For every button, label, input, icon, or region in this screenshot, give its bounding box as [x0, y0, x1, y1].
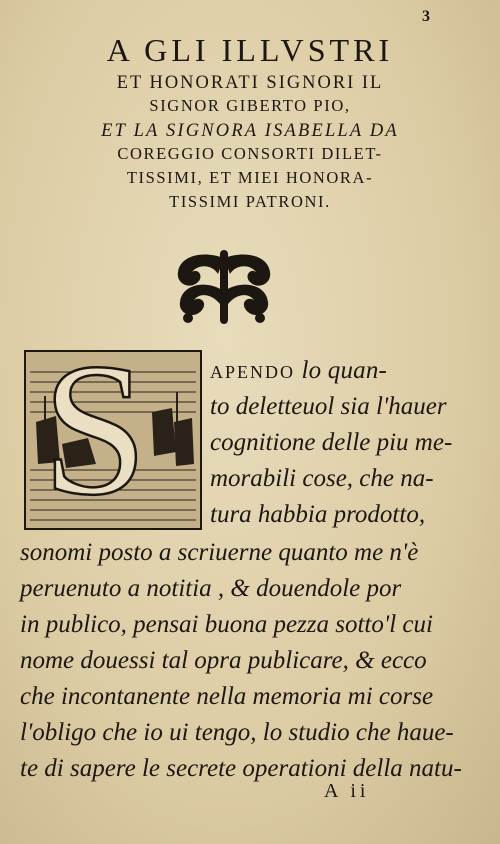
dedication-line-3: SIGNOR GIBERTO PIO,	[149, 96, 351, 115]
text-line-3: cognitione delle piu me-	[210, 429, 453, 456]
text-line-12: te di sapere le secrete operationi della natu-	[20, 755, 462, 782]
text-line-10: che incontanente nella memoria mi corse	[20, 683, 434, 710]
text-line-1: APENDO lo quan-	[210, 357, 388, 384]
dedication-line-6: TISSIMI, ET MIEI HONORA-	[126, 168, 374, 187]
page-number: 3	[422, 8, 430, 25]
text-line-2: to deletteuol sia l'hauer	[210, 393, 447, 420]
text-line-8: in publico, pensai buona pezza sotto'l cui	[20, 611, 433, 638]
text-line-11: l'obligo che io ui tengo, lo studio che haue-	[20, 719, 454, 746]
dedication-line-2: ET HONORATI SIGNORI IL	[116, 72, 384, 92]
dedication-line-7: TISSIMI PATRONI.	[169, 192, 331, 211]
text-line-4: morabili cose, che na-	[210, 465, 434, 492]
small-caps-word: APENDO	[210, 362, 296, 382]
text-line-9: nome douessi tal opra publicare, & ecco	[20, 647, 427, 674]
dedication-line-5: COREGGIO CONSORTI DILET-	[117, 144, 383, 163]
text-line-5: tura habbia prodotto,	[210, 501, 426, 528]
signature-mark: A ii	[324, 780, 370, 802]
text-line-7: peruenuto a notitia , & douendole por	[20, 575, 402, 602]
dedication-line-1: A GLI ILLVSTRI	[106, 32, 394, 68]
text-line-6: sonomi posto a scriuerne quanto me n'è	[20, 539, 419, 566]
dedication-line-4: ET LA SIGNORA ISABELLA DA	[101, 120, 399, 140]
initial-letter-s: S	[42, 350, 148, 530]
